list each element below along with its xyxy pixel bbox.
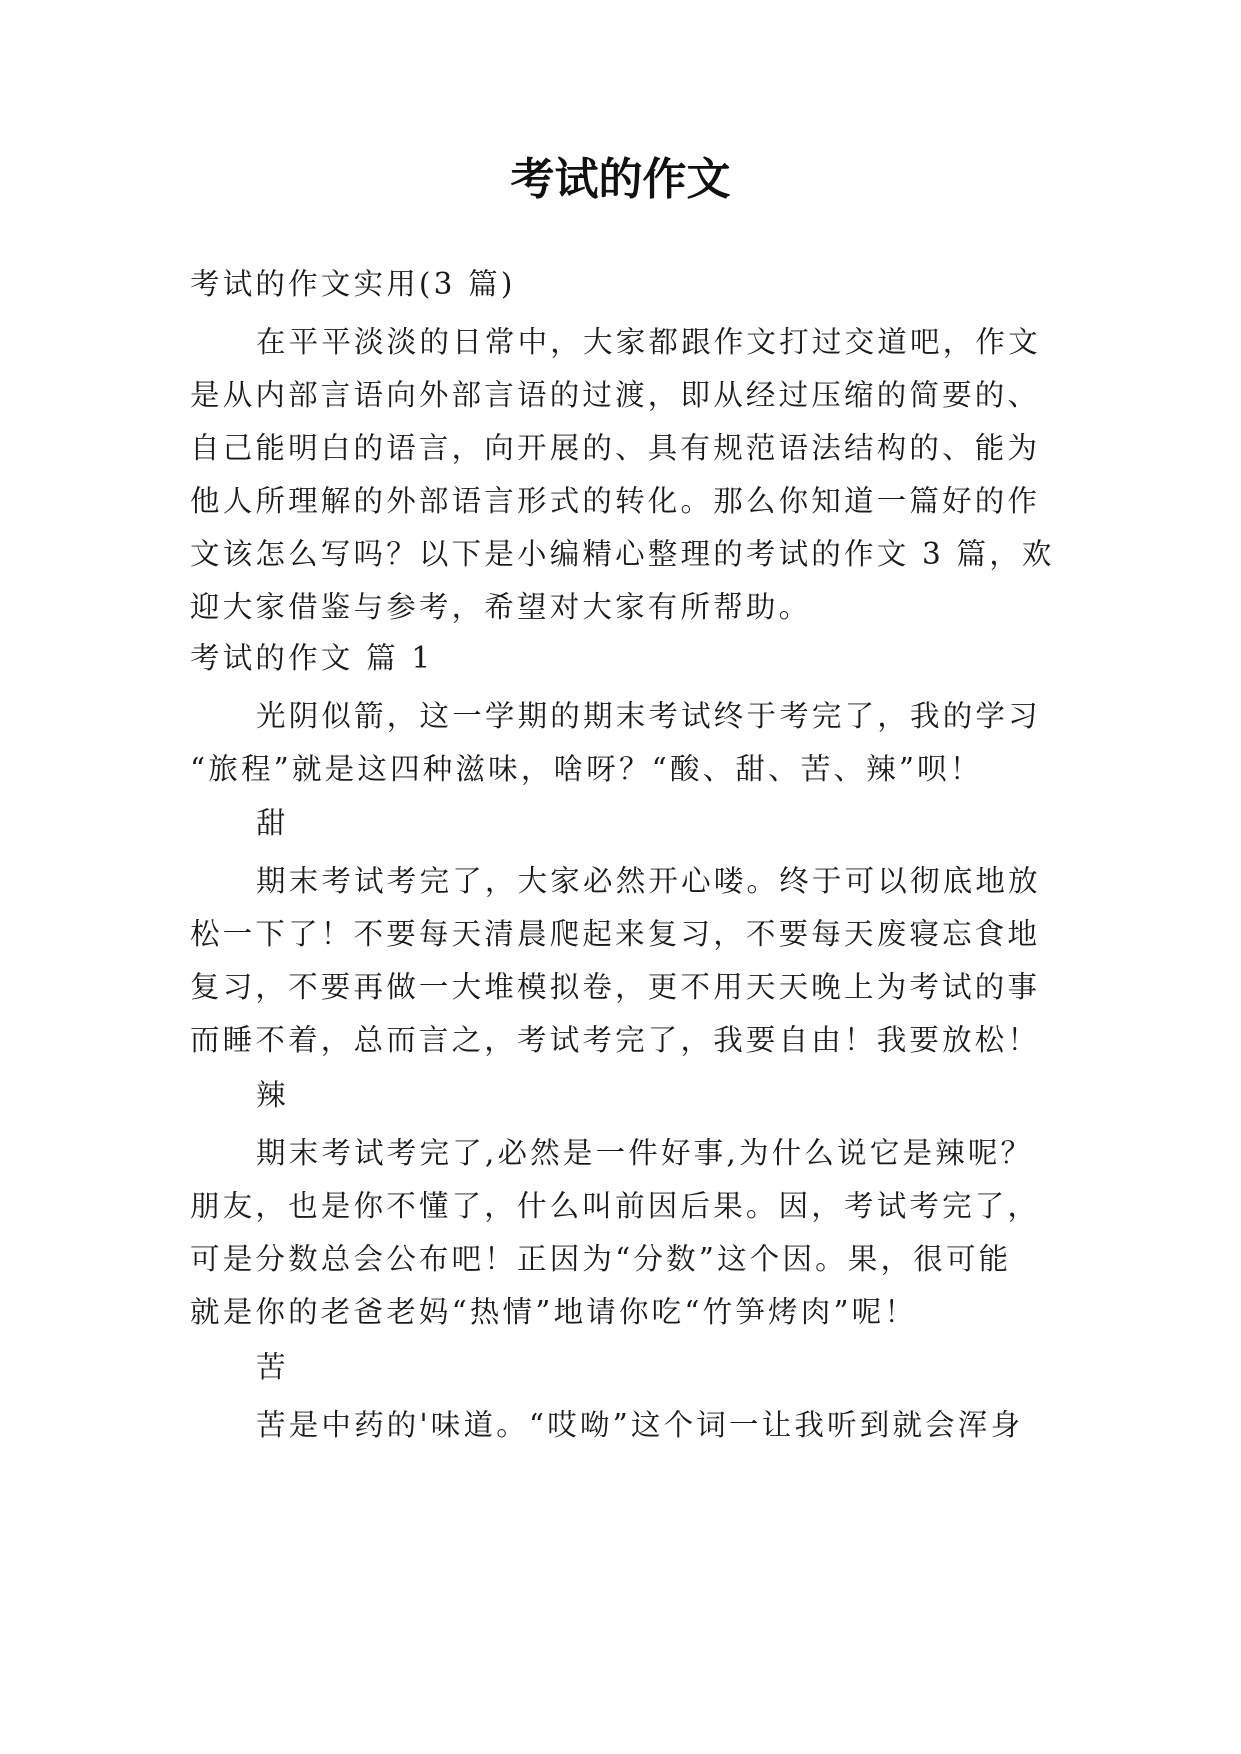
- paragraph-line: 是从内部言语向外部言语的过渡，即从经过压缩的简要的、: [190, 378, 1041, 412]
- paragraph-line: 可是分数总会公布吧！正因为“分数”这个因。果，很可能: [190, 1242, 1012, 1276]
- paragraph-line: 文该怎么写吗？以下是小编精心整理的考试的作文 3 篇，欢: [190, 537, 1055, 571]
- paragraph-line: 期末考试考完了，大家必然开心喽。终于可以彻底地放: [256, 864, 1041, 898]
- subheading-sweet: 甜: [256, 806, 289, 840]
- section-heading: 考试的作文 篇 1: [190, 641, 434, 675]
- paragraph-line: “旅程”就是这四种滋味，啥呀？“酸、甜、苦、辣”呗！: [190, 752, 983, 786]
- paragraph-line: 他人所理解的外部语言形式的转化。那么你知道一篇好的作: [190, 484, 1041, 518]
- paragraph-line: 光阴似箭，这一学期的期末考试终于考完了，我的学习: [256, 699, 1041, 733]
- paragraph-line: 朋友，也是你不懂了，什么叫前因后果。因，考试考完了，: [190, 1189, 1041, 1223]
- subtitle-line: 考试的作文实用(3 篇): [190, 267, 516, 301]
- paragraph-line: 迎大家借鉴与参考，希望对大家有所帮助。: [190, 590, 812, 624]
- subheading-spicy: 辣: [256, 1078, 289, 1112]
- paragraph-line: 期末考试考完了,必然是一件好事,为什么说它是辣呢？: [256, 1136, 1034, 1170]
- paragraph-line: 苦是中药的'味道。“哎呦”这个词一让我听到就会浑身: [256, 1408, 1024, 1442]
- paragraph-line: 在平平淡淡的日常中，大家都跟作文打过交道吧，作文: [256, 325, 1041, 359]
- paragraph-line: 而睡不着，总而言之，考试考完了，我要自由！我要放松！: [190, 1023, 1041, 1057]
- paragraph-line: 松一下了！不要每天清晨爬起来复习，不要每天废寝忘食地: [190, 917, 1041, 951]
- paragraph-line: 自己能明白的语言，向开展的、具有规范语法结构的、能为: [190, 431, 1041, 465]
- subheading-bitter: 苦: [256, 1350, 289, 1384]
- paragraph-line: 复习，不要再做一大堆模拟卷，更不用天天晚上为考试的事: [190, 970, 1041, 1004]
- document-title: 考试的作文: [510, 154, 731, 205]
- paragraph-line: 就是你的老爸老妈“热情”地请你吃“竹笋烤肉”呢！: [190, 1295, 918, 1329]
